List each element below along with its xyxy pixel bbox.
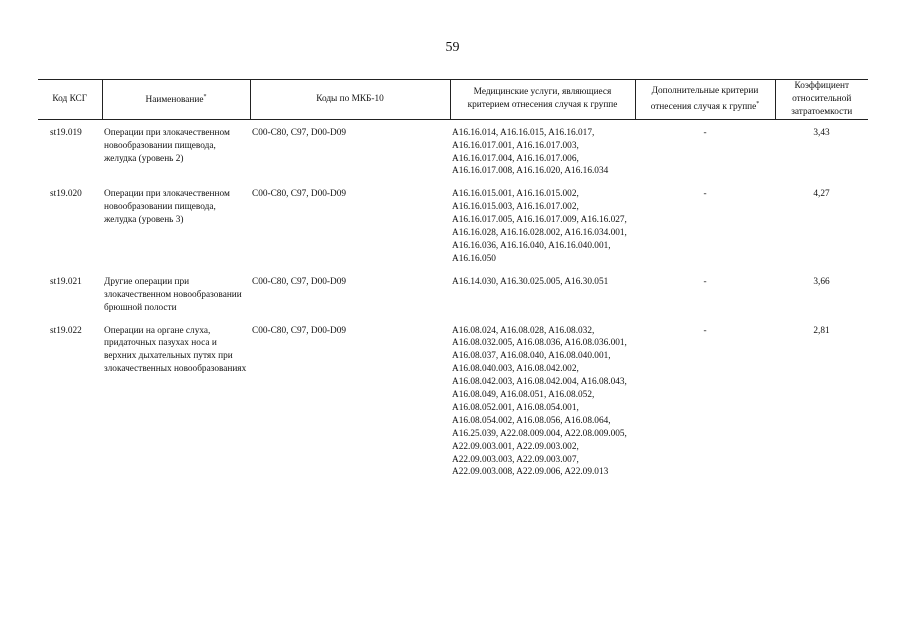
cell-coefficient: 4,27 (813, 189, 830, 200)
cell-code: st19.022 (50, 325, 82, 336)
cell-name: Операции при злокачественном новообразовании пищевода, желудка (уровень 2) (104, 127, 230, 164)
header-code: Код КСГ (38, 80, 102, 120)
cell-name: Другие операции при злокачественном новообразовании брюшной полости (104, 276, 242, 313)
cell-mkb: C00-C80, C97, D00-D09 (252, 127, 347, 138)
cell-mkb: C00-C80, C97, D00-D09 (252, 189, 347, 200)
ksg-table (38, 79, 868, 489)
cell-services: A16.08.024, A16.08.028, A16.08.032, A16.08.032.005, A16.08.036, A16.08.036.001, A16.08.037, A16.08.040, A16.08.040.001, A16.08.040.003, A16.08.042.002, A16.08.042.003, A16.08.042.004, A16.08.043, A16.08.049, A16.08.051, A16.08.052, A16.08.052.001, A16.08.054.001, A16.08.054.002, A16.08.056, A16.08.064, A16.25.039, A22.08.009.004, A22.08.009.005, A22.09.003.001, A22.09.003.002, A22.09.003.003, A22.09.003.007, A22.09.003.008, A22.09.006, A22.09.013 (452, 325, 627, 478)
cell-criteria: - (703, 189, 707, 200)
cell-code: st19.021 (50, 276, 82, 287)
table-row (38, 119, 868, 188)
cell-mkb: C00-C80, C97, D00-D09 (252, 325, 347, 336)
table-header (38, 80, 868, 120)
header-criteria: Дополнительные критерии отнесения случая к группе* (635, 80, 775, 120)
header-name-footnote-mark: * (203, 94, 207, 101)
cell-services: A16.16.015.001, A16.16.015.002, A16.16.015.003, A16.16.017.002, A16.16.017.005, A16.16.017.009, A16.16.027, A16.16.028, A16.16.028.002, A16.16.034.001, A16.16.036, A16.16.040, A16.16.040.001, A16.16.050 (452, 189, 627, 264)
table-row (38, 325, 868, 490)
cell-mkb: C00-C80, C97, D00-D09 (252, 276, 347, 287)
cell-coefficient: 2,81 (813, 325, 830, 336)
header-coefficient: Коэффициент относительной затратоемкости (775, 80, 868, 120)
cell-code: st19.020 (50, 189, 82, 200)
cell-coefficient: 3,66 (813, 276, 830, 287)
cell-criteria: - (703, 325, 707, 336)
table-row (38, 188, 868, 275)
header-criteria-footnote-mark: * (756, 100, 760, 107)
header-name: Наименование* (102, 80, 250, 120)
header-services: Медицинские услуги, являющиеся критерием отнесения случая к группе (450, 80, 635, 120)
header-mkb: Коды по МКБ-10 (250, 80, 450, 120)
cell-name: Операции при злокачественном новообразовании пищевода, желудка (уровень 3) (104, 189, 230, 226)
cell-name: Операции на органе слуха, придаточных пазухах носа и верхних дыхательных путях при злокачественных новообразованиях (104, 325, 247, 375)
page-number: 59 (445, 40, 460, 55)
cell-services: A16.16.014, A16.16.015, A16.16.017, A16.16.017.001, A16.16.017.003, A16.16.017.004, A16.16.017.006, A16.16.017.008, A16.16.020, A16.16.034 (452, 127, 609, 177)
cell-coefficient: 3,43 (813, 127, 830, 138)
cell-criteria: - (703, 276, 707, 287)
cell-services: A16.14.030, A16.30.025.005, A16.30.051 (452, 276, 609, 287)
table-row (38, 276, 868, 325)
cell-code: st19.019 (50, 127, 82, 138)
cell-criteria: - (703, 127, 707, 138)
